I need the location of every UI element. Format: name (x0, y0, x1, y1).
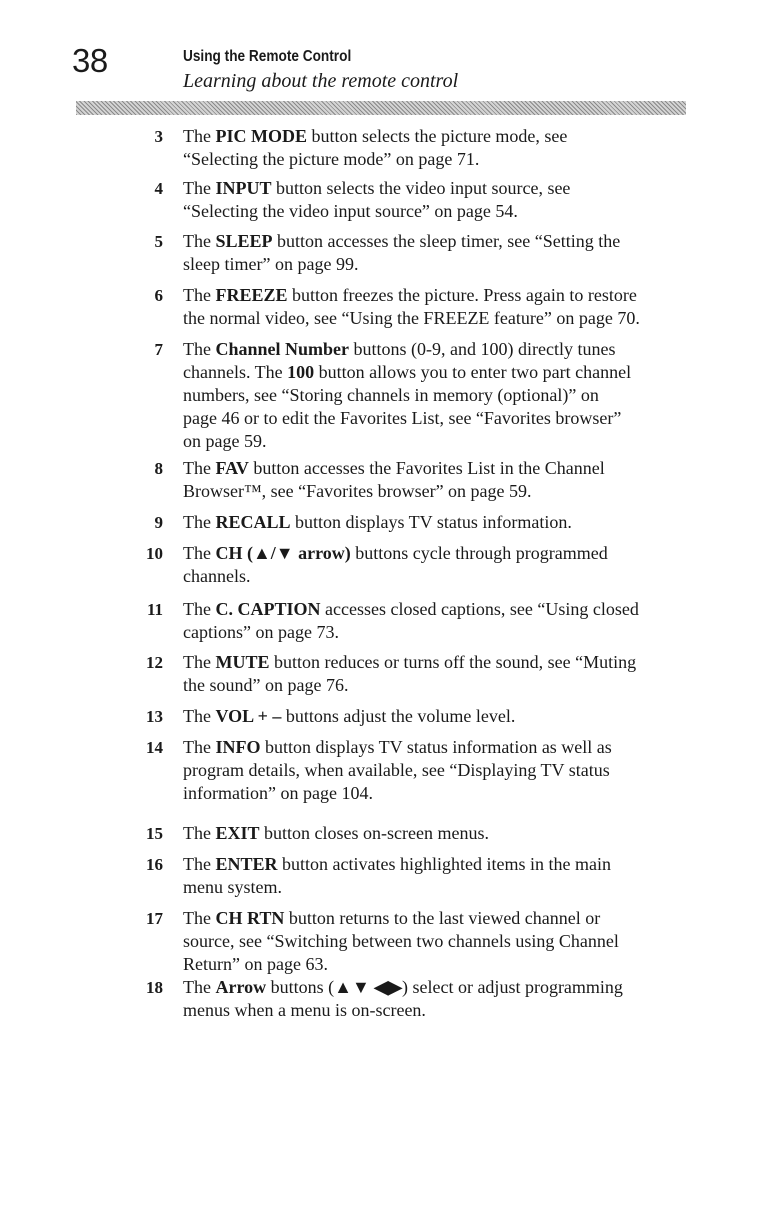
item-text-line (183, 976, 698, 999)
item-text-line (183, 705, 698, 728)
text-run: button selects the picture mode, see (306, 126, 568, 146)
bold-term: CH (▲/▼ arrow) (215, 543, 351, 563)
item-number: 10 (146, 544, 163, 563)
item-text-line (183, 457, 698, 480)
text-run: The (183, 231, 216, 251)
item-text (183, 230, 698, 276)
text-run: ) select or adjust programming (401, 977, 623, 997)
text-run: buttons (0-9, and 100) directly tunes (349, 339, 616, 359)
text-run: button accesses the Favorites List in the Channel (248, 458, 605, 478)
text-run: program details, when available, see “Displaying TV status (183, 760, 610, 780)
item-text-line (183, 822, 698, 845)
item-text-line (183, 177, 698, 200)
item-text (183, 542, 698, 588)
text-run: menu system. (183, 877, 282, 897)
item-number: 6 (154, 286, 163, 305)
item-text-line (183, 621, 698, 644)
bold-term: FAV (215, 458, 249, 478)
item-text-line (183, 736, 698, 759)
text-run: buttons adjust the volume level. (281, 706, 516, 726)
item-text-line (183, 384, 698, 407)
item-text-line (183, 598, 698, 621)
text-run: The (183, 178, 216, 198)
item-number: 18 (146, 978, 163, 997)
text-run: button accesses the sleep timer, see “Setting the (272, 231, 621, 251)
text-run: button selects the video input source, see (271, 178, 571, 198)
text-run: The (183, 823, 216, 843)
bold-term: VOL + – (215, 706, 282, 726)
item-text (183, 511, 698, 534)
item-number: 4 (154, 179, 163, 198)
bold-term: FREEZE (215, 285, 288, 305)
item-text (183, 457, 698, 503)
text-run: button activates highlighted items in the main (277, 854, 611, 874)
text-run: The (183, 599, 216, 619)
bold-term: Arrow (215, 977, 267, 997)
item-text-line (183, 480, 698, 503)
text-run: buttons cycle through programmed (350, 543, 608, 563)
bold-term: INPUT (215, 178, 272, 198)
text-run: the sound” on page 76. (183, 675, 349, 695)
text-run: channels. The (183, 362, 288, 382)
item-text (183, 736, 698, 805)
text-run: Return” on page 63. (183, 954, 328, 974)
text-run: information” on page 104. (183, 783, 373, 803)
item-number: 11 (146, 600, 163, 619)
text-run: button closes on-screen menus. (259, 823, 489, 843)
text-run: channels. (183, 566, 251, 586)
text-run: The (183, 854, 216, 874)
item-text-line (183, 200, 698, 223)
text-run: The (183, 737, 216, 757)
text-run: numbers, see “Storing channels in memory (optional)” on (183, 385, 599, 405)
text-run: source, see “Switching between two channels using Channel (183, 931, 619, 951)
item-text (183, 338, 698, 453)
bold-term: RECALL (215, 512, 291, 532)
text-run: The (183, 977, 216, 997)
chapter-title: Using the Remote Control (183, 48, 352, 65)
item-number: 12 (146, 653, 163, 672)
bold-term: C. CAPTION (215, 599, 321, 619)
item-text (183, 705, 698, 728)
item-number: 3 (154, 127, 163, 146)
item-text-line (183, 253, 698, 276)
item-text (183, 598, 698, 644)
text-run: captions” on page 73. (183, 622, 339, 642)
text-run: “Selecting the video input source” on page 54. (183, 201, 518, 221)
item-text-line (183, 361, 698, 384)
text-run: sleep timer” on page 99. (183, 254, 359, 274)
item-text-line (183, 148, 698, 171)
item-text (183, 125, 698, 171)
item-text-line (183, 542, 698, 565)
item-text (183, 177, 698, 223)
bold-term: Channel Number (215, 339, 349, 359)
text-run: The (183, 126, 216, 146)
text-run: the normal video, see “Using the FREEZE feature” on page 70. (183, 308, 640, 328)
section-title: Learning about the remote control (183, 70, 459, 92)
item-number: 13 (146, 707, 163, 726)
item-text-line (183, 338, 698, 361)
bold-term: INFO (215, 737, 261, 757)
text-run: “Selecting the picture mode” on page 71. (183, 149, 480, 169)
text-run: The (183, 652, 216, 672)
text-run: The (183, 512, 216, 532)
item-text-line (183, 565, 698, 588)
text-run: The (183, 543, 216, 563)
item-text-line (183, 907, 698, 930)
bold-term: PIC MODE (215, 126, 307, 146)
header-rule (76, 101, 686, 115)
bold-term: 100 (287, 362, 315, 382)
text-run: button freezes the picture. Press again to restore (287, 285, 637, 305)
text-run: The (183, 706, 216, 726)
bold-term: SLEEP (215, 231, 273, 251)
item-text-line (183, 125, 698, 148)
text-run: The (183, 285, 216, 305)
item-number: 5 (154, 232, 163, 251)
text-run: button allows you to enter two part channel (314, 362, 632, 382)
item-text-line (183, 307, 698, 330)
item-text-line (183, 953, 698, 976)
item-text-line (183, 230, 698, 253)
text-run: page 46 or to edit the Favorites List, see “Favorites browser” (183, 408, 622, 428)
item-text-line (183, 853, 698, 876)
item-text-line (183, 651, 698, 674)
item-number: 15 (146, 824, 163, 843)
page-number: 38 (72, 42, 108, 79)
bold-term: ENTER (215, 854, 278, 874)
item-number: 17 (146, 909, 163, 928)
item-number: 14 (146, 738, 163, 757)
text-run: button displays TV status information. (290, 512, 572, 532)
item-text (183, 907, 698, 976)
text-run: menus when a menu is on-screen. (183, 1000, 426, 1020)
item-text (183, 853, 698, 899)
item-text-line (183, 930, 698, 953)
item-number: 7 (154, 340, 163, 359)
item-text-line (183, 674, 698, 697)
text-run: buttons ( (266, 977, 335, 997)
item-number: 16 (146, 855, 163, 874)
text-run: accesses closed captions, see “Using closed (320, 599, 639, 619)
text-run: The (183, 458, 216, 478)
item-number: 9 (154, 513, 163, 532)
bold-term: ▲▼ ◀▶ (334, 977, 402, 997)
item-text-line (183, 430, 698, 453)
item-text-line (183, 511, 698, 534)
text-run: The (183, 339, 216, 359)
item-text (183, 651, 698, 697)
text-run: The (183, 908, 216, 928)
text-run: Browser™, see “Favorites browser” on page 59. (183, 481, 532, 501)
text-run: button reduces or turns off the sound, see “Muting (269, 652, 637, 672)
item-text-line (183, 999, 698, 1022)
item-text (183, 822, 698, 845)
item-text-line (183, 407, 698, 430)
item-text-line (183, 759, 698, 782)
text-run: button displays TV status information as well as (260, 737, 612, 757)
item-text-line (183, 782, 698, 805)
item-text (183, 976, 698, 1022)
item-text (183, 284, 698, 330)
item-text-line (183, 284, 698, 307)
text-run: on page 59. (183, 431, 267, 451)
bold-term: MUTE (215, 652, 270, 672)
text-run: button returns to the last viewed channel or (284, 908, 601, 928)
bold-term: CH RTN (215, 908, 285, 928)
item-text-line (183, 876, 698, 899)
bold-term: EXIT (215, 823, 260, 843)
item-number: 8 (154, 459, 163, 478)
